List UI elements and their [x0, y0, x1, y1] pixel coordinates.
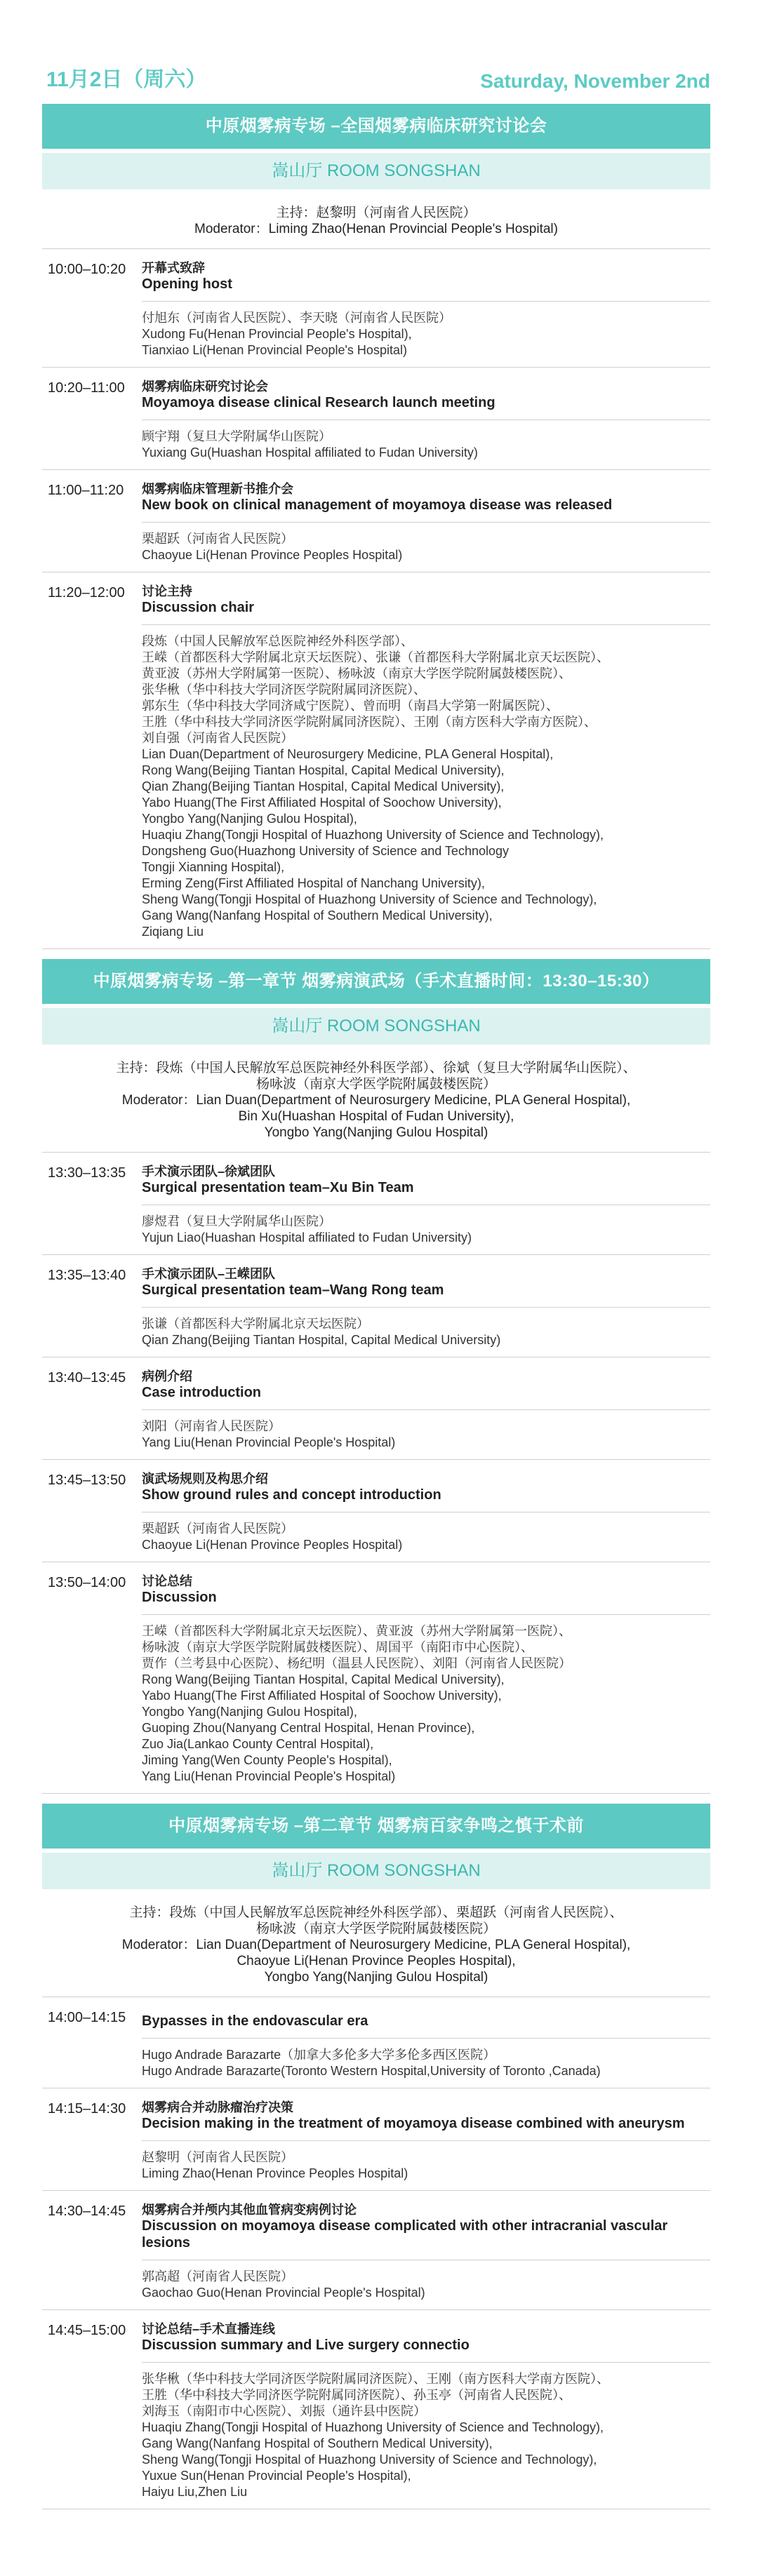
speaker-line: 栗超跃（河南省人民医院）	[142, 1522, 293, 1536]
agenda-topic	[142, 1153, 710, 1205]
topic-zh: 病例介绍	[142, 1369, 192, 1383]
speaker-list	[142, 420, 710, 469]
agenda-time: 13:30–13:35	[48, 1165, 126, 1181]
speaker-line: Gang Wang(Nanfang Hospital of Southern Medical University),	[142, 908, 493, 923]
agenda-time: 10:20–11:00	[48, 380, 125, 396]
agenda-body	[142, 368, 710, 469]
speaker-line: 郭高超（河南省人民医院）	[142, 2269, 293, 2283]
date-en: Saturday, November 2nd	[480, 70, 710, 92]
topic-en: Show ground rules and concept introduction	[142, 1487, 441, 1503]
topic-en: Bypasses in the endovascular era	[142, 2013, 368, 2029]
topic-en: Discussion on moyamoya disease complicated with other intracranial vascular lesions	[142, 2218, 668, 2250]
speaker-line: Tianxiao Li(Henan Provincial People's Hospital)	[142, 343, 407, 357]
agenda-time: 13:50–14:00	[48, 1575, 126, 1590]
speaker-line: Hugo Andrade Barazarte（加拿大多伦多大学多伦多西区医院）	[142, 2048, 496, 2062]
topic-zh: 烟雾病合并颅内其他血管病变病例讨论	[142, 2203, 357, 2217]
moderator-block	[42, 189, 710, 249]
speaker-line: Hugo Andrade Barazarte(Toronto Western Hospital,University of Toronto ,Canada)	[142, 2064, 601, 2078]
speaker-line: 贾作（兰考县中心医院）、杨纪明（温县人民医院）、刘阳（河南省人民医院）	[142, 1656, 571, 1670]
agenda-row	[42, 470, 710, 572]
topic-en: Discussion summary and Live surgery connectio	[142, 2337, 470, 2353]
speaker-line: 刘自强（河南省人民医院）	[142, 731, 293, 745]
topic-en: Surgical presentation team–Xu Bin Team	[142, 1180, 414, 1195]
speaker-line: Yongbo Yang(Nanjing Gulou Hospital),	[142, 812, 357, 826]
agenda-body	[142, 1153, 710, 1254]
moderator-line: 主持：赵黎明（河南省人民医院）	[276, 206, 477, 220]
speaker-list	[142, 302, 710, 367]
speaker-line: Lian Duan(Department of Neurosurgery Medicine, PLA General Hospital),	[142, 747, 554, 761]
agenda-body	[142, 1255, 710, 1357]
speaker-line: Huaqiu Zhang(Tongji Hospital of Huazhong University of Science and Technology),	[142, 2420, 604, 2434]
session-block	[42, 1804, 710, 2509]
agenda-time: 14:30–14:45	[48, 2203, 126, 2219]
speaker-line: Yongbo Yang(Nanjing Gulou Hospital),	[142, 1705, 357, 1719]
agenda-body	[142, 1562, 710, 1793]
session-title: 中原烟雾病专场 –第二章节 烟雾病百家争鸣之慎于术前	[42, 1804, 710, 1849]
agenda-topic	[142, 1562, 710, 1615]
agenda-row	[42, 2088, 710, 2191]
topic-en: Surgical presentation team–Wang Rong team	[142, 1282, 444, 1298]
agenda-time: 13:45–13:50	[48, 1473, 126, 1488]
agenda-body	[142, 1997, 710, 2088]
speaker-line: Yuxue Sun(Henan Provincial People's Hospital),	[142, 2469, 411, 2483]
speaker-line: 刘海玉（南阳市中心医院）、刘振（通许县中医院）	[142, 2404, 426, 2418]
agenda-topic	[142, 249, 710, 302]
speaker-line: 郭东生（华中科技大学同济咸宁医院）、曾而明（南昌大学第一附属医院）、	[142, 699, 559, 713]
moderator-line: Chaoyue Li(Henan Province Peoples Hospital),	[237, 1954, 516, 1968]
speaker-line: 栗超跃（河南省人民医院）	[142, 532, 293, 546]
agenda-time: 13:40–13:45	[48, 1370, 126, 1386]
speaker-line: Ziqiang Liu	[142, 925, 204, 939]
speaker-line: Rong Wang(Beijing Tiantan Hospital, Capital Medical University),	[142, 763, 505, 777]
agenda-row	[42, 1357, 710, 1460]
agenda-topic	[142, 2088, 710, 2141]
agenda-time: 10:00–10:20	[48, 262, 126, 277]
topic-zh: 讨论总结	[142, 1574, 192, 1588]
agenda-topic	[142, 1357, 710, 1410]
session-title: 中原烟雾病专场 –全国烟雾病临床研究讨论会	[42, 104, 710, 149]
agenda-row	[42, 572, 710, 949]
speaker-line: Guoping Zhou(Nanyang Central Hospital, Henan Province),	[142, 1721, 475, 1735]
speaker-list	[142, 2260, 710, 2309]
speaker-list	[142, 1615, 710, 1793]
speaker-line: Xudong Fu(Henan Provincial People's Hospital),	[142, 327, 412, 341]
agenda-body	[142, 2191, 710, 2309]
agenda-body	[142, 2310, 710, 2509]
agenda-body	[142, 2088, 710, 2190]
speaker-line: 王嵘（首都医科大学附属北京天坛医院）、张谦（首都医科大学附属北京天坛医院）、	[142, 650, 609, 664]
speaker-line: 张华楸（华中科技大学同济医学院附属同济医院）、	[142, 683, 426, 697]
topic-zh: 烟雾病临床研究讨论会	[142, 380, 268, 394]
speaker-line: Dongsheng Guo(Huazhong University of Science and Technology	[142, 844, 509, 858]
moderator-line: 杨咏波（南京大学医学院附属鼓楼医院）	[255, 1921, 496, 1936]
speaker-line: Zuo Jia(Lankao County Central Hospital),	[142, 1737, 374, 1751]
moderator-line: Moderator：Lian Duan(Department of Neurosurgery Medicine, PLA General Hospital),	[121, 1938, 631, 1952]
agenda-topic	[142, 2310, 710, 2363]
agenda-time: 14:15–14:30	[48, 2101, 126, 2117]
sections-container	[42, 104, 710, 2509]
speaker-line: Rong Wang(Beijing Tiantan Hospital, Capital Medical University),	[142, 1672, 505, 1686]
topic-en: Case introduction	[142, 1385, 262, 1400]
moderator-line: 主持：段炼（中国人民解放军总医院神经外科医学部）、徐斌（复旦大学附属华山医院）、	[116, 1061, 637, 1075]
topic-zh: 手术演示团队–徐斌团队	[142, 1165, 276, 1179]
speaker-line: 王胜（华中科技大学同济医学院附属同济医院）、孙玉亭（河南省人民医院）、	[142, 2388, 571, 2402]
agenda-time: 11:00–11:20	[48, 483, 124, 498]
agenda-row	[42, 368, 710, 470]
speaker-line: Haiyu Liu,Zhen Liu	[142, 2485, 248, 2499]
topic-en: Decision making in the treatment of moyamoya disease combined with aneurysm	[142, 2116, 685, 2131]
topic-en: Moyamoya disease clinical Research launch meeting	[142, 395, 496, 410]
session-title: 中原烟雾病专场 –第一章节 烟雾病演武场（手术直播时间：13:30–15:30）	[42, 959, 710, 1004]
agenda-row	[42, 2310, 710, 2509]
speaker-list	[142, 1410, 710, 1459]
agenda-row	[42, 1997, 710, 2088]
agenda-row	[42, 1562, 710, 1794]
speaker-line: 王胜（华中科技大学同济医学院附属同济医院）、王刚（南方医科大学南方医院）、	[142, 715, 597, 729]
speaker-line: Chaoyue Li(Henan Province Peoples Hospital)	[142, 548, 403, 562]
speaker-line: Qian Zhang(Beijing Tiantan Hospital, Capital Medical University)	[142, 1333, 501, 1347]
speaker-list	[142, 2039, 710, 2088]
agenda-body	[142, 1357, 710, 1459]
agenda-body	[142, 249, 710, 367]
speaker-list	[142, 625, 710, 948]
date-header	[42, 0, 710, 104]
moderator-line: Yongbo Yang(Nanjing Gulou Hospital)	[264, 1125, 488, 1140]
speaker-line: Qian Zhang(Beijing Tiantan Hospital, Capital Medical University),	[142, 779, 505, 793]
speaker-line: 顾宇翔（复旦大学附属华山医院）	[142, 429, 331, 443]
agenda-topic	[142, 572, 710, 625]
speaker-line: Sheng Wang(Tongji Hospital of Huazhong University of Science and Technology),	[142, 2453, 597, 2467]
agenda-topic	[142, 470, 710, 523]
moderator-line: 杨咏波（南京大学医学院附属鼓楼医院）	[255, 1077, 496, 1092]
agenda-body	[142, 1460, 710, 1562]
speaker-line: Sheng Wang(Tongji Hospital of Huazhong University of Science and Technology),	[142, 892, 597, 906]
speaker-list	[142, 1308, 710, 1357]
agenda-row	[42, 2191, 710, 2310]
speaker-line: Yang Liu(Henan Provincial People's Hospital)	[142, 1435, 396, 1449]
agenda-row	[42, 1153, 710, 1255]
speaker-list	[142, 2363, 710, 2509]
moderator-line: 主持：段炼（中国人民解放军总医院神经外科医学部）、栗超跃（河南省人民医院）、	[129, 1905, 623, 1920]
speaker-line: Huaqiu Zhang(Tongji Hospital of Huazhong University of Science and Technology),	[142, 828, 604, 842]
topic-en: Discussion chair	[142, 600, 255, 615]
topic-en: Opening host	[142, 276, 232, 292]
moderator-block	[42, 1045, 710, 1153]
speaker-line: Jiming Yang(Wen County People's Hospital),	[142, 1753, 392, 1767]
speaker-line: 王嵘（首都医科大学附属北京天坛医院）、黄亚波（苏州大学附属第一医院）、	[142, 1624, 571, 1638]
agenda-body	[142, 572, 710, 948]
speaker-line: Gaochao Guo(Henan Provincial People's Hospital)	[142, 2286, 425, 2300]
agenda-topic	[142, 2191, 710, 2260]
agenda-topic	[142, 1997, 710, 2039]
agenda-time: 11:20–12:00	[48, 585, 125, 601]
speaker-line: 段炼（中国人民解放军总医院神经外科医学部）、	[142, 634, 413, 648]
speaker-line: Erming Zeng(First Affiliated Hospital of Nanchang University),	[142, 876, 485, 890]
agenda-topic	[142, 1255, 710, 1308]
agenda-row	[42, 1460, 710, 1562]
room-label: 嵩山厅 ROOM SONGSHAN	[42, 153, 710, 189]
speaker-line: 黄亚波（苏州大学附属第一医院）、杨咏波（南京大学医学院附属鼓楼医院）、	[142, 666, 571, 680]
topic-zh: 烟雾病临床管理新书推介会	[142, 482, 293, 496]
agenda-topic	[142, 1460, 710, 1512]
speaker-line: Gang Wang(Nanfang Hospital of Southern Medical University),	[142, 2436, 493, 2450]
date-zh: 11月2日（周六）	[46, 68, 207, 91]
speaker-line: Yujun Liao(Huashan Hospital affiliated to Fudan University)	[142, 1230, 472, 1245]
topic-zh: 讨论主持	[142, 584, 192, 598]
room-label: 嵩山厅 ROOM SONGSHAN	[42, 1008, 710, 1045]
speaker-line: Chaoyue Li(Henan Province Peoples Hospital)	[142, 1538, 403, 1552]
moderator-line: Moderator：Lian Duan(Department of Neurosurgery Medicine, PLA General Hospital),	[121, 1093, 631, 1108]
speaker-line: Yang Liu(Henan Provincial People's Hospital)	[142, 1769, 396, 1783]
speaker-line: 付旭东（河南省人民医院）、李天晓（河南省人民医院）	[142, 311, 451, 325]
moderator-block	[42, 1889, 710, 1997]
speaker-list	[142, 523, 710, 572]
speaker-line: 廖煜君（复旦大学附属华山医院）	[142, 1214, 331, 1228]
agenda-time: 14:00–14:15	[48, 2010, 126, 2025]
speaker-line: 张谦（首都医科大学附属北京天坛医院）	[142, 1317, 369, 1331]
speaker-line: Yabo Huang(The First Affiliated Hospital of Soochow University),	[142, 1689, 502, 1703]
moderator-line: Moderator：Liming Zhao(Henan Provincial People's Hospital)	[194, 222, 558, 236]
topic-zh: 讨论总结–手术直播连线	[142, 2322, 276, 2336]
session-block	[42, 959, 710, 1794]
topic-zh: 烟雾病合并动脉瘤治疗决策	[142, 2100, 293, 2114]
moderator-line: Bin Xu(Huashan Hospital of Fudan University),	[238, 1109, 514, 1124]
agenda-time: 13:35–13:40	[48, 1268, 126, 1283]
agenda-body	[142, 470, 710, 572]
moderator-line: Yongbo Yang(Nanjing Gulou Hospital)	[264, 1970, 488, 1985]
room-label: 嵩山厅 ROOM SONGSHAN	[42, 1853, 710, 1889]
speaker-line: Yabo Huang(The First Affiliated Hospital of Soochow University),	[142, 796, 502, 810]
topic-en: Discussion	[142, 1590, 217, 1605]
speaker-line: Yuxiang Gu(Huashan Hospital affiliated to Fudan University)	[142, 445, 478, 459]
agenda-row	[42, 249, 710, 368]
speaker-line: 杨咏波（南京大学医学院附属鼓楼医院）、周国平（南阳市中心医院）、	[142, 1640, 533, 1654]
speaker-line: 赵黎明（河南省人民医院）	[142, 2150, 293, 2164]
topic-zh: 手术演示团队–王嵘团队	[142, 1267, 276, 1281]
speaker-line: Liming Zhao(Henan Province Peoples Hospital)	[142, 2166, 408, 2180]
topic-en: New book on clinical management of moyamoya disease was released	[142, 497, 613, 513]
speaker-line: 张华楸（华中科技大学同济医学院附属同济医院）、王刚（南方医科大学南方医院）、	[142, 2372, 609, 2386]
speaker-list	[142, 2141, 710, 2190]
agenda-row	[42, 1255, 710, 1357]
topic-zh: 演武场规则及构思介绍	[142, 1472, 268, 1486]
agenda-topic	[142, 368, 710, 420]
session-block	[42, 104, 710, 949]
speaker-line: Tongji Xianning Hospital),	[142, 860, 285, 874]
speaker-list	[142, 1512, 710, 1562]
speaker-list	[142, 1205, 710, 1254]
topic-zh: 开幕式致辞	[142, 261, 205, 275]
agenda-time: 14:45–15:00	[48, 2323, 126, 2338]
speaker-line: 刘阳（河南省人民医院）	[142, 1419, 281, 1433]
